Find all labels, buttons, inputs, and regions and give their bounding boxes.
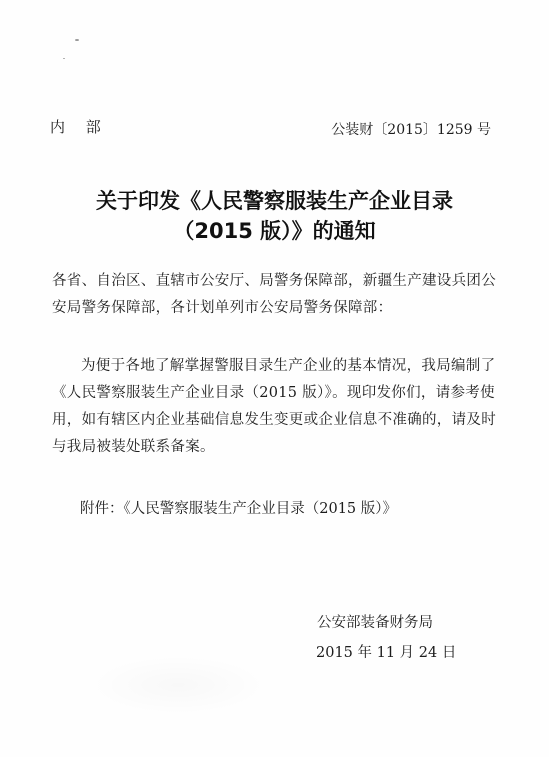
scan-speck: [75, 39, 79, 41]
issue-date: 2015 年 11 月 24 日: [316, 645, 457, 661]
scan-speck: [63, 58, 65, 59]
document-title-line-2: （2015 版）》的通知: [173, 219, 376, 243]
salutation: 各省、自治区、直辖市公安厅、局警务保障部，新疆生产建设兵团公安局警务保障部，各计划单列市公安局警务保障部：: [52, 273, 496, 316]
faint-stamp-shadow: [88, 655, 268, 715]
attachment-note: 附件：《人民警察服装生产企业目录（2015 版）》: [80, 501, 398, 517]
document-title-line-1: 关于印发《人民警察服装生产企业目录: [96, 189, 453, 213]
body-paragraph: 为便于各地了解掌握警服目录生产企业的基本情况，我局编制了《人民警察服装生产企业目录（2015 版）》。现印发你们，请参考使用，如有辖区内企业基础信息发生变更或企业信息不准确的，请及时与我局被装处联系备案。: [52, 358, 496, 455]
classification-label: 内 部: [50, 118, 109, 136]
issuing-authority: 公安部装备财务局: [317, 615, 433, 631]
document-number: 公装财〔2015〕1259 号: [331, 122, 491, 138]
